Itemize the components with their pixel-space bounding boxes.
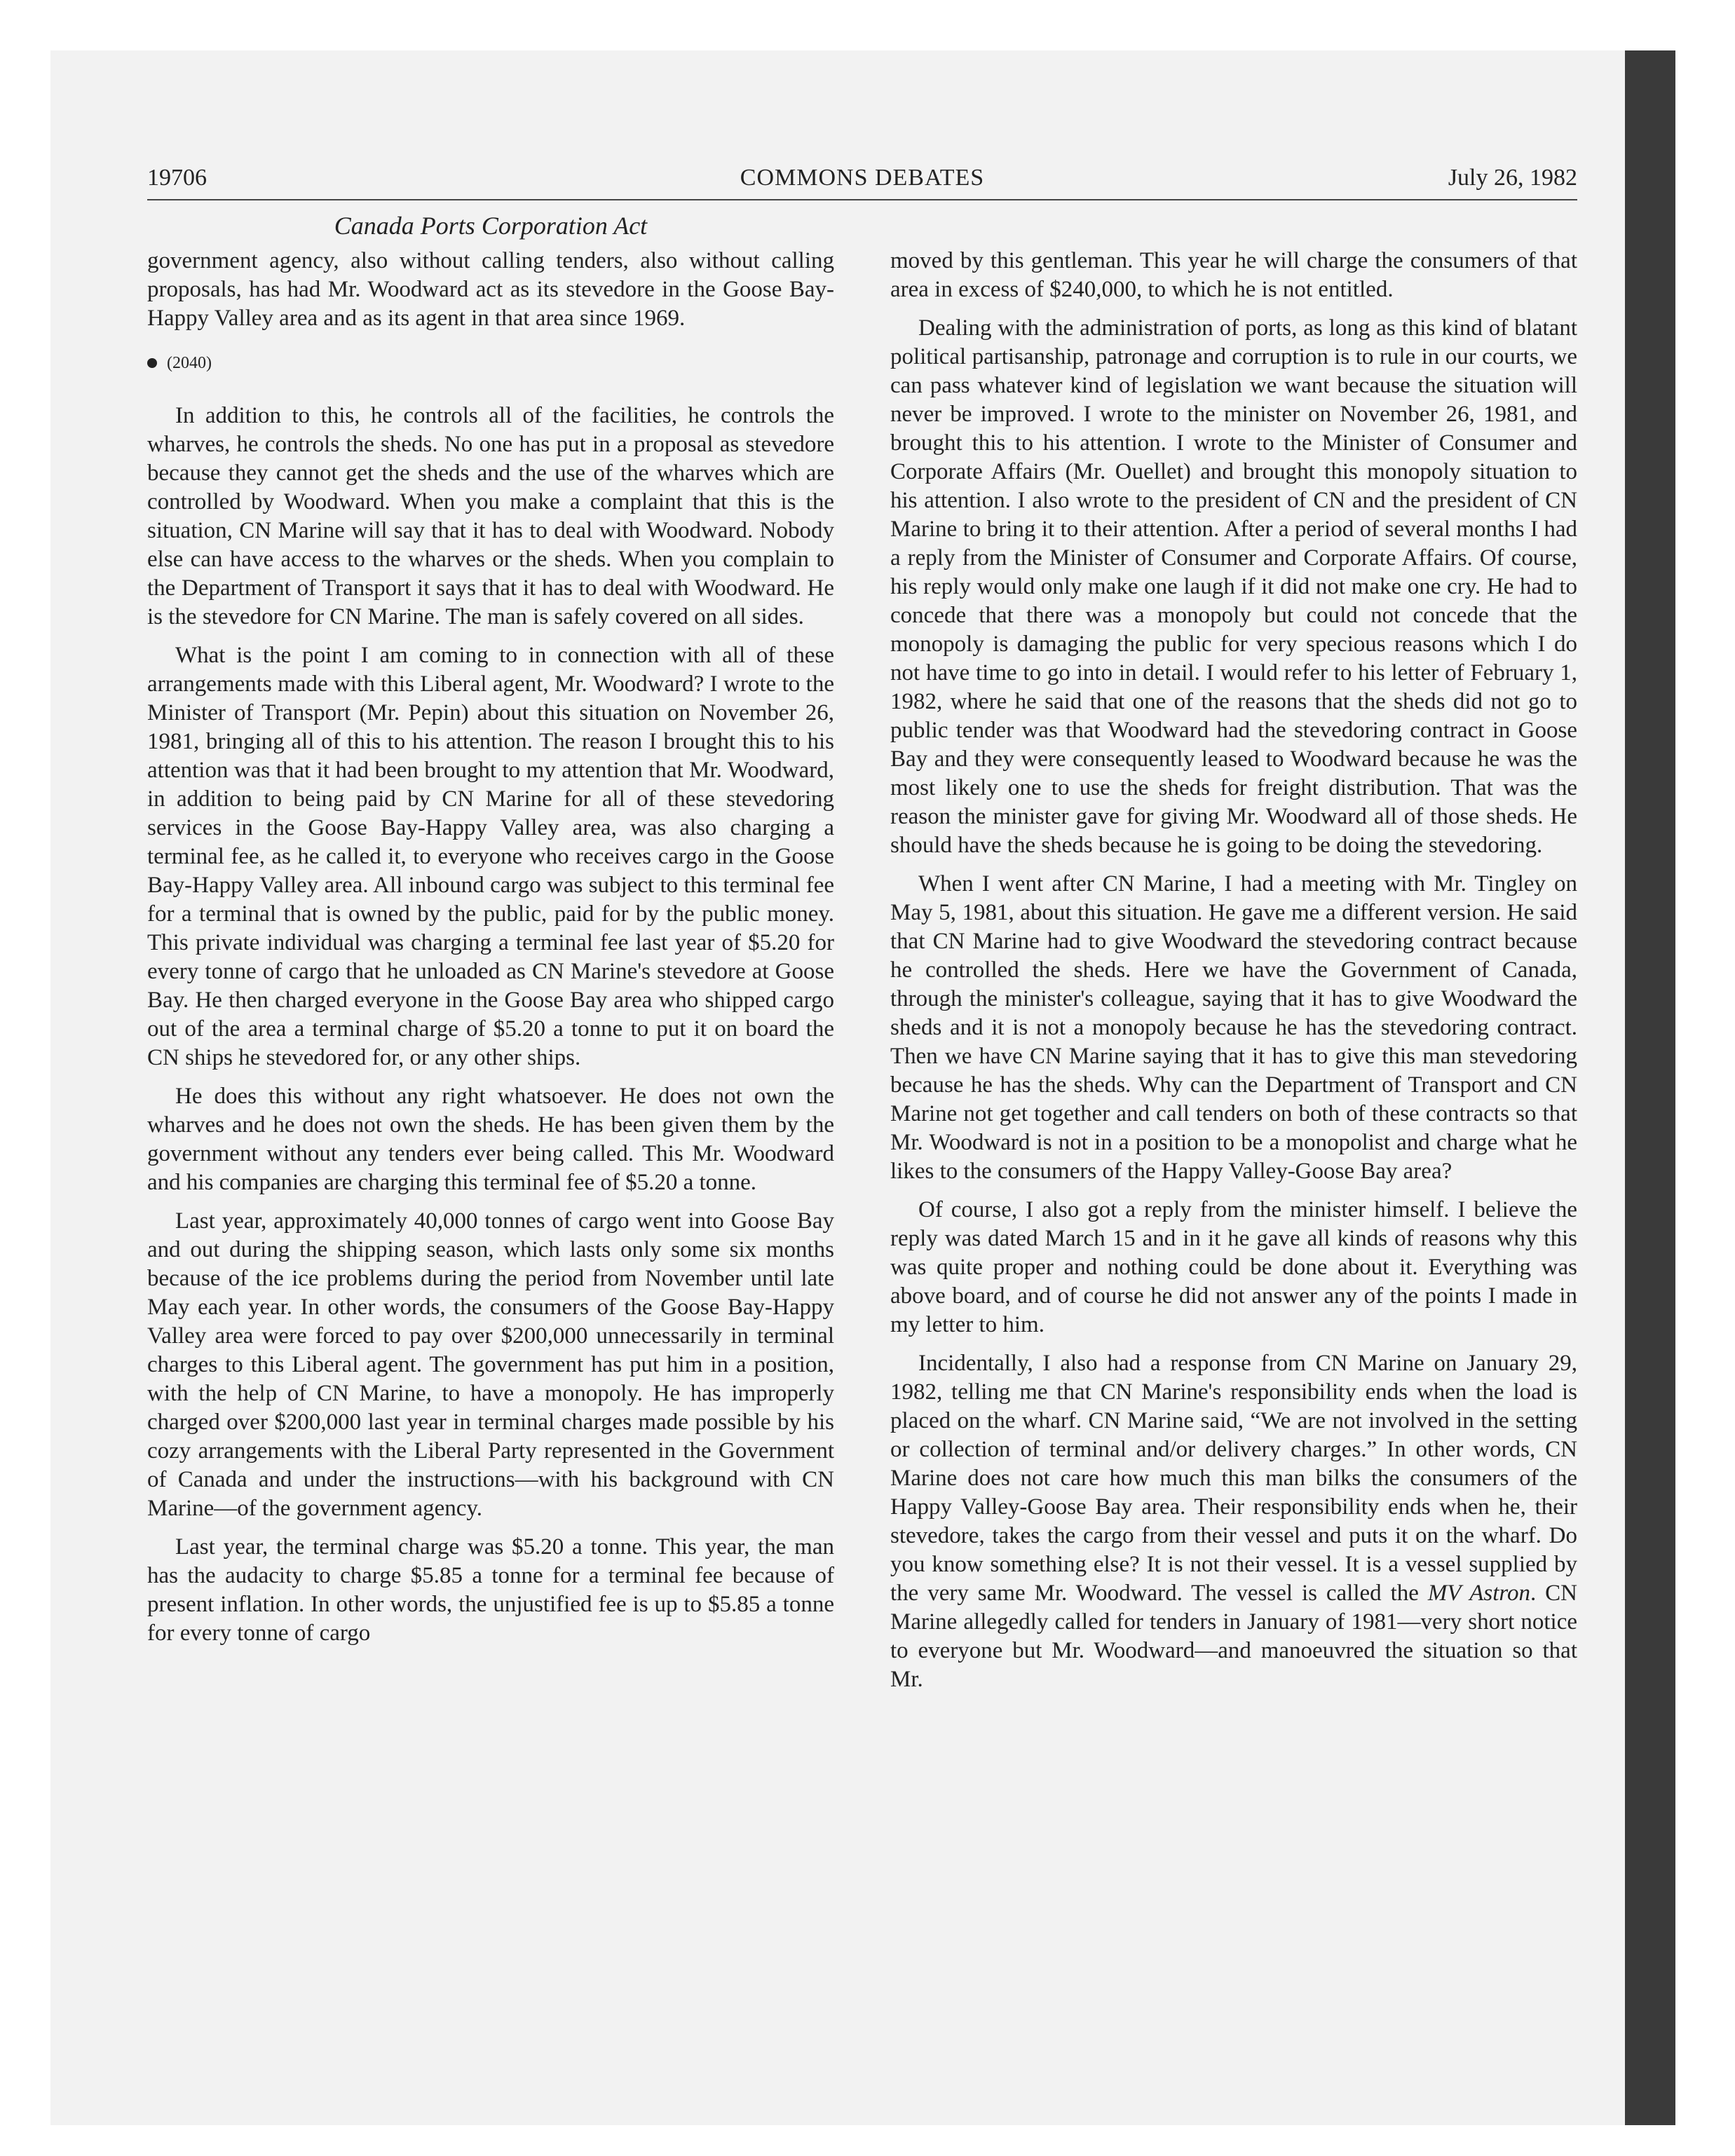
paragraph-text: . CN Marine allegedly called for tenders in January of 1981—very short notice to everyone but Mr. Woodward—and manoeuvred the situation so that Mr.	[890, 1581, 1577, 1692]
journal-title: COMMONS DEBATES	[740, 165, 985, 191]
text-columns	[147, 247, 1577, 1704]
paragraph: Last year, approximately 40,000 tonnes of cargo went into Goose Bay and out during the shipping season, which lasts only some six months because of the ice problems during the period from November until late May each year. In other words, the consumers of the Goose Bay-Happy Valley area were forced to pay over $200,000 unnecessarily in terminal charges to this Liberal agent. The government has put him in a position, with the help of CN Marine, to have a monopoly. He has improperly charged over $200,000 last year in terminal charges made possible by his cozy arrangements with the Liberal Party represented in the Government of Canada and under the instructions—with his background with CN Marine—of the government agency.	[147, 1208, 834, 1521]
document-page	[147, 163, 1577, 1985]
time-marker	[147, 353, 834, 374]
header-date: July 26, 1982	[1448, 165, 1577, 191]
right-column	[890, 247, 1577, 1704]
paragraph: Of course, I also got a reply from the minister himself. I believe the reply was dated March 15 and in it he gave all kinds of reasons why this was quite proper and nothing could be done about it. Everything was above board, and of course he did not answer any of the points I made in my letter to him.	[890, 1197, 1577, 1337]
bullet-icon	[147, 358, 157, 368]
scan-edge-shadow	[1625, 50, 1675, 2125]
paragraph: government agency, also without calling tenders, also without calling proposals, has had Mr. Woodward act as its stevedore in the Goose Bay-Happy Valley area and as its agent in that area since 1969.	[147, 248, 834, 331]
paragraph: Dealing with the administration of ports, as long as this kind of blatant political partisanship, patronage and corruption is to rule in our courts, we can pass whatever kind of legislation we want because the situation will never be improved. I wrote to the minister on November 26, 1981, and brought this to his attention. I wrote to the Minister of Consumer and Corporate Affairs (Mr. Ouellet) and brought this monopoly situation to his attention. I also wrote to the president of CN and the president of CN Marine to bring it to their attention. After a period of several months I had a reply from the Minister of Consumer and Corporate Affairs. Of course, his reply would only make one laugh if it did not make one cry. He had to concede that there was a monopoly but could not concede that the monopoly is damaging the public for very specious reasons which I do not have time to go into in detail. I would refer to his letter of February 1, 1982, where he said that one of the reasons that the sheds did not go to public tender was that Woodward had the stevedoring contract in Goose Bay and they were consequently leased to Woodward because he was the most likely one to use the sheds for freight distribution. That was the reason the minister gave for giving Mr. Woodward all of those sheds. He should have the sheds because he is going to be doing the stevedoring.	[890, 315, 1577, 858]
page-header	[147, 163, 1577, 200]
paragraph: When I went after CN Marine, I had a meeting with Mr. Tingley on May 5, 1981, about this situation. He gave me a different version. He said that CN Marine had to give Woodward the stevedoring contract because he controlled the sheds. Here we have the Government of Canada, through the minister's colleague, saying that it has to give Woodward the sheds and it is not a monopoly because he has the stevedoring contract. Then we have CN Marine saying that it has to give this man stevedoring because he has the sheds. Why can the Department of Transport and CN Marine not get together and call tenders on both of these contracts so that Mr. Woodward is not in a position to be a monopolist and charge what he likes to the consumers of the Happy Valley-Goose Bay area?	[890, 871, 1577, 1184]
subject-heading: Canada Ports Corporation Act	[334, 212, 648, 240]
page-number: 19706	[147, 165, 207, 191]
paragraph: He does this without any right whatsoever. He does not own the wharves and he does not own the sheds. He has been given them by the government without any tenders ever being called. This Mr. Woodward and his companies are charging this terminal fee of $5.20 a tonne.	[147, 1084, 834, 1195]
paragraph: Last year, the terminal charge was $5.20 a tonne. This year, the man has the audacity to charge $5.85 a tonne for a terminal fee because of present inflation. In other words, the unjustified fee is up to $5.85 a tonne for every tonne of cargo	[147, 1534, 834, 1646]
vessel-name: MV Astron	[1427, 1581, 1530, 1606]
paragraph: What is the point I am coming to in connection with all of these arrangements made with this Liberal agent, Mr. Woodward? I wrote to the Minister of Transport (Mr. Pepin) about this situation on November 26, 1981, bringing all of this to his attention. The reason I brought this to his attention was that it had been brought to my attention that Mr. Woodward, in addition to being paid by CN Marine for all of these stevedoring services in the Goose Bay-Happy Valley area, was also charging a terminal fee, as he called it, to everyone who receives cargo in the Goose Bay-Happy Valley area. All inbound cargo was subject to this terminal fee for a terminal that is owned by the public, paid for by the public money. This private individual was charging a terminal fee last year of $5.20 for every tonne of cargo that he unloaded as CN Marine's stevedore at Goose Bay. He then charged everyone in the Goose Bay area who shipped cargo out of the area a terminal charge of $5.20 a tonne to put it on board the CN ships he stevedored for, or any other ships.	[147, 643, 834, 1070]
left-column	[147, 247, 834, 1704]
paragraph: moved by this gentleman. This year he will charge the consumers of that area in excess of $240,000, to which he is not entitled.	[890, 248, 1577, 302]
paragraph	[890, 1349, 1577, 1694]
paragraph: In addition to this, he controls all of the facilities, he controls the wharves, he controls the sheds. No one has put in a proposal as stevedore because they cannot get the sheds and the use of the wharves which are controlled by Woodward. When you make a complaint that this is the situation, CN Marine will say that it has to deal with Woodward. Nobody else can have access to the wharves or the sheds. When you complain to the Department of Transport it says that it has to deal with Woodward. He is the stevedore for CN Marine. The man is safely covered on all sides.	[147, 403, 834, 629]
paragraph-text: Incidentally, I also had a response from CN Marine on January 29, 1982, telling me that CN Marine's responsibility ends when the load is placed on the wharf. CN Marine said, “We are not involved in the setting or collection of terminal and/or delivery charges.” In other words, CN Marine does not care how much this man bilks the consumers of the Happy Valley-Goose Bay area. Their responsibility ends when he, their stevedore, takes the cargo from their vessel and puts it on the wharf. Do you know something else? It is not their vessel. It is a vessel supplied by the very same Mr. Woodward. The vessel is called the	[890, 1351, 1577, 1606]
time-marker-label: (2040)	[167, 354, 212, 372]
